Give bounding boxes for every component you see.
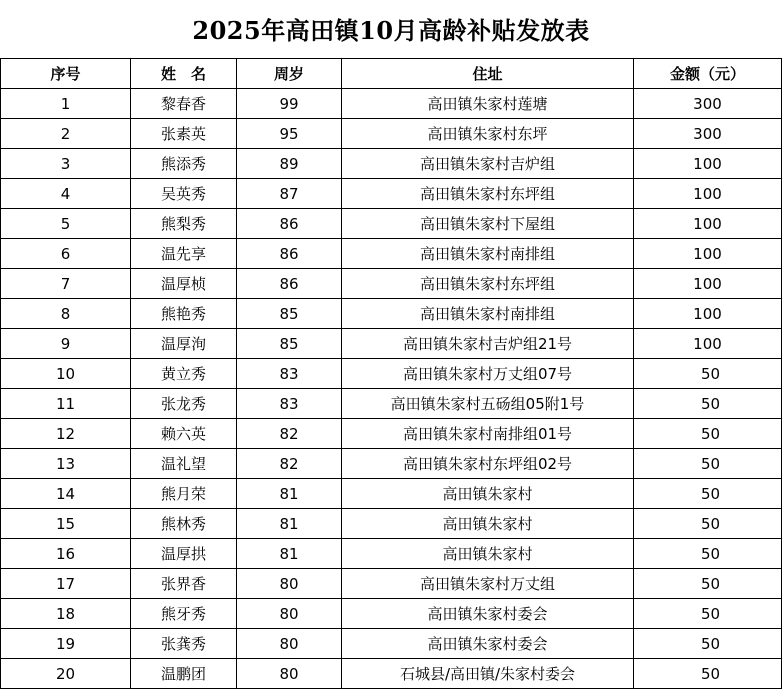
cell-amount: 100	[634, 149, 782, 179]
cell-age: 80	[237, 599, 342, 629]
cell-amount: 300	[634, 89, 782, 119]
cell-address: 高田镇朱家村	[342, 539, 634, 569]
table-row	[1, 599, 782, 629]
cell-name: 熊月荣	[131, 479, 237, 509]
cell-index: 20	[1, 659, 131, 689]
cell-address: 高田镇朱家村万丈组07号	[342, 359, 634, 389]
cell-age: 85	[237, 329, 342, 359]
cell-index: 15	[1, 509, 131, 539]
cell-address: 高田镇朱家村委会	[342, 629, 634, 659]
table-row	[1, 239, 782, 269]
cell-age: 89	[237, 149, 342, 179]
cell-amount: 100	[634, 329, 782, 359]
cell-address: 高田镇朱家村南排组01号	[342, 419, 634, 449]
cell-name: 熊梨秀	[131, 209, 237, 239]
cell-index: 11	[1, 389, 131, 419]
cell-age: 86	[237, 209, 342, 239]
cell-amount: 50	[634, 629, 782, 659]
cell-address: 高田镇朱家村五砀组05附1号	[342, 389, 634, 419]
cell-name: 赖六英	[131, 419, 237, 449]
cell-age: 83	[237, 359, 342, 389]
table-row	[1, 419, 782, 449]
table-row	[1, 629, 782, 659]
table-row	[1, 149, 782, 179]
cell-index: 4	[1, 179, 131, 209]
cell-name: 吴英秀	[131, 179, 237, 209]
cell-age: 81	[237, 509, 342, 539]
table-row	[1, 659, 782, 689]
cell-index: 8	[1, 299, 131, 329]
cell-name: 熊艳秀	[131, 299, 237, 329]
cell-amount: 300	[634, 119, 782, 149]
cell-address: 高田镇朱家村委会	[342, 599, 634, 629]
cell-index: 5	[1, 209, 131, 239]
cell-address: 高田镇朱家村东坪组	[342, 179, 634, 209]
cell-amount: 50	[634, 569, 782, 599]
cell-name: 张素英	[131, 119, 237, 149]
cell-name: 熊牙秀	[131, 599, 237, 629]
cell-amount: 100	[634, 299, 782, 329]
cell-name: 黎春香	[131, 89, 237, 119]
cell-index: 16	[1, 539, 131, 569]
cell-address: 高田镇朱家村下屋组	[342, 209, 634, 239]
cell-address: 高田镇朱家村东坪组02号	[342, 449, 634, 479]
cell-address: 高田镇朱家村南排组	[342, 239, 634, 269]
cell-index: 17	[1, 569, 131, 599]
cell-name: 温厚洵	[131, 329, 237, 359]
table-row	[1, 509, 782, 539]
cell-address: 高田镇朱家村	[342, 509, 634, 539]
cell-name: 熊添秀	[131, 149, 237, 179]
cell-address: 高田镇朱家村	[342, 479, 634, 509]
cell-name: 温先享	[131, 239, 237, 269]
cell-name: 张龚秀	[131, 629, 237, 659]
cell-age: 95	[237, 119, 342, 149]
cell-index: 10	[1, 359, 131, 389]
cell-age: 83	[237, 389, 342, 419]
cell-amount: 100	[634, 269, 782, 299]
cell-address: 高田镇朱家村东坪	[342, 119, 634, 149]
cell-address: 高田镇朱家村东坪组	[342, 269, 634, 299]
header-row	[1, 59, 782, 89]
header-index: 序号	[1, 59, 131, 89]
cell-amount: 50	[634, 659, 782, 689]
header-address: 住址	[342, 59, 634, 89]
table-body	[1, 89, 782, 689]
cell-name: 张龙秀	[131, 389, 237, 419]
cell-index: 3	[1, 149, 131, 179]
cell-age: 82	[237, 419, 342, 449]
cell-index: 6	[1, 239, 131, 269]
cell-amount: 50	[634, 359, 782, 389]
table-row	[1, 329, 782, 359]
cell-name: 温鹏团	[131, 659, 237, 689]
cell-index: 14	[1, 479, 131, 509]
table-row	[1, 359, 782, 389]
cell-amount: 100	[634, 209, 782, 239]
cell-address: 高田镇朱家村万丈组	[342, 569, 634, 599]
cell-name: 黄立秀	[131, 359, 237, 389]
cell-address: 高田镇朱家村莲塘	[342, 89, 634, 119]
cell-index: 7	[1, 269, 131, 299]
cell-address: 高田镇朱家村吉炉组21号	[342, 329, 634, 359]
cell-amount: 100	[634, 239, 782, 269]
cell-address: 石城县/高田镇/朱家村委会	[342, 659, 634, 689]
cell-age: 81	[237, 479, 342, 509]
table-row	[1, 119, 782, 149]
cell-name: 温厚拱	[131, 539, 237, 569]
cell-age: 80	[237, 569, 342, 599]
cell-name: 熊林秀	[131, 509, 237, 539]
cell-index: 19	[1, 629, 131, 659]
cell-age: 87	[237, 179, 342, 209]
header-name: 姓 名	[131, 59, 237, 89]
cell-amount: 100	[634, 179, 782, 209]
table-row	[1, 209, 782, 239]
cell-amount: 50	[634, 479, 782, 509]
cell-address: 高田镇朱家村南排组	[342, 299, 634, 329]
cell-age: 99	[237, 89, 342, 119]
cell-index: 1	[1, 89, 131, 119]
cell-name: 张界香	[131, 569, 237, 599]
cell-index: 2	[1, 119, 131, 149]
table-row	[1, 569, 782, 599]
table-row	[1, 539, 782, 569]
table-row	[1, 179, 782, 209]
cell-amount: 50	[634, 599, 782, 629]
cell-amount: 50	[634, 509, 782, 539]
table-row	[1, 89, 782, 119]
cell-name: 温厚桢	[131, 269, 237, 299]
header-amount: 金额（元）	[634, 59, 782, 89]
table-row	[1, 299, 782, 329]
cell-address: 高田镇朱家村吉炉组	[342, 149, 634, 179]
cell-amount: 50	[634, 419, 782, 449]
table-row	[1, 449, 782, 479]
cell-name: 温礼望	[131, 449, 237, 479]
page-title: 2025年高田镇10月高龄补贴发放表	[192, 16, 590, 45]
cell-age: 81	[237, 539, 342, 569]
cell-age: 86	[237, 269, 342, 299]
table-row	[1, 389, 782, 419]
cell-amount: 50	[634, 389, 782, 419]
cell-amount: 50	[634, 539, 782, 569]
cell-index: 13	[1, 449, 131, 479]
cell-age: 82	[237, 449, 342, 479]
table-row	[1, 269, 782, 299]
subsidy-table	[0, 58, 782, 689]
cell-amount: 50	[634, 449, 782, 479]
header-age: 周岁	[237, 59, 342, 89]
cell-age: 86	[237, 239, 342, 269]
cell-index: 12	[1, 419, 131, 449]
table-row	[1, 479, 782, 509]
cell-age: 80	[237, 659, 342, 689]
cell-age: 85	[237, 299, 342, 329]
cell-index: 18	[1, 599, 131, 629]
cell-age: 80	[237, 629, 342, 659]
cell-index: 9	[1, 329, 131, 359]
